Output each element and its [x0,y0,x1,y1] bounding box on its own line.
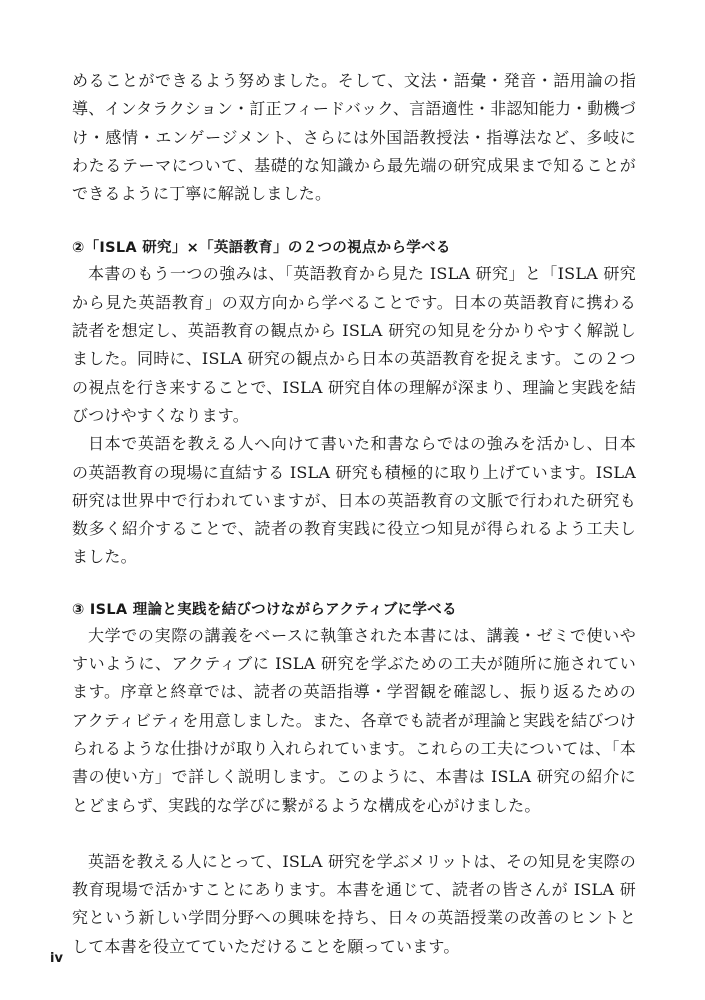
spacer [72,208,636,236]
section-3-paragraph-1: 大学での実際の講義をベースに執筆された本書には、講義・ゼミで使いやすいように、アクティブに ISLA 研究を学ぶための工夫が随所に施されています。序章と終章では、読者の英語指導・学習観を確認し、振り返るためのアクティビティを用意しました。また、各章でも読者が理論と実践を結びつけられるような仕掛けが取り入れられています。これらの工夫については、「本書の使い方」で詳しく説明します。このように、本書は ISLA 研究の紹介にとどまらず、実践的な学びに繋がるような構成を心がけました。 [72,625,636,815]
page-number: iv [50,951,63,966]
spacer [72,820,636,848]
closing-paragraph: 英語を教える人にとって、ISLA 研究を学ぶメリットは、その知見を実際の教育現場で活かすことにあります。本書を通じて、読者の皆さんが ISLA 研究という新しい学問分野への興味を持ち、日々の英語授業の改善のヒントとして本書を役立てていただけることを願っています。 [72,851,636,956]
section-2-paragraph-2: 日本で英語を教える人へ向けて書いた和書ならではの強みを活かし、日本の英語教育の現場に直結する ISLA 研究も積極的に取り上げています。ISLA 研究は世界中で行われていますが、日本の英語教育の文脈で行われた研究も数多く紹介することで、読者の教育実践に役立つ知見が得られるよう工夫しました。 [72,434,636,567]
section-3-heading: ③ ISLA 理論と実践を結びつけながらアクティブに学べる [72,601,457,618]
section-2-paragraph-1: 本書のもう一つの強みは、「英語教育から見た ISLA 研究」と「ISLA 研究から見た英語教育」の双方向から学べることです。日本の英語教育に携わる読者を想定し、英語教育の観点から ISLA 研究の知見を分かりやすく解説しました。同時に、ISLA 研究の観点から日本の英語教育を捉えます。この２つの視点を行き来することで、ISLA 研究自体の理解が深まり、理論と実践を結びつけやすくなります。 [72,264,636,425]
spacer [72,572,636,598]
intro-paragraph: めることができるよう努めました。そして、文法・語彙・発音・語用論の指導、インタラクション・訂正フィードバック、言語適性・非認知能力・動機づけ・感情・エンゲージメント、さらには外国語教授法・指導法など、多岐にわたるテーマについて、基礎的な知識から最先端の研究成果まで知ることができるように丁寧に解説しました。 [72,71,636,204]
page-body [72,67,636,961]
section-2-heading: ②「ISLA 研究」×「英語教育」の２つの視点から学べる [72,240,451,257]
